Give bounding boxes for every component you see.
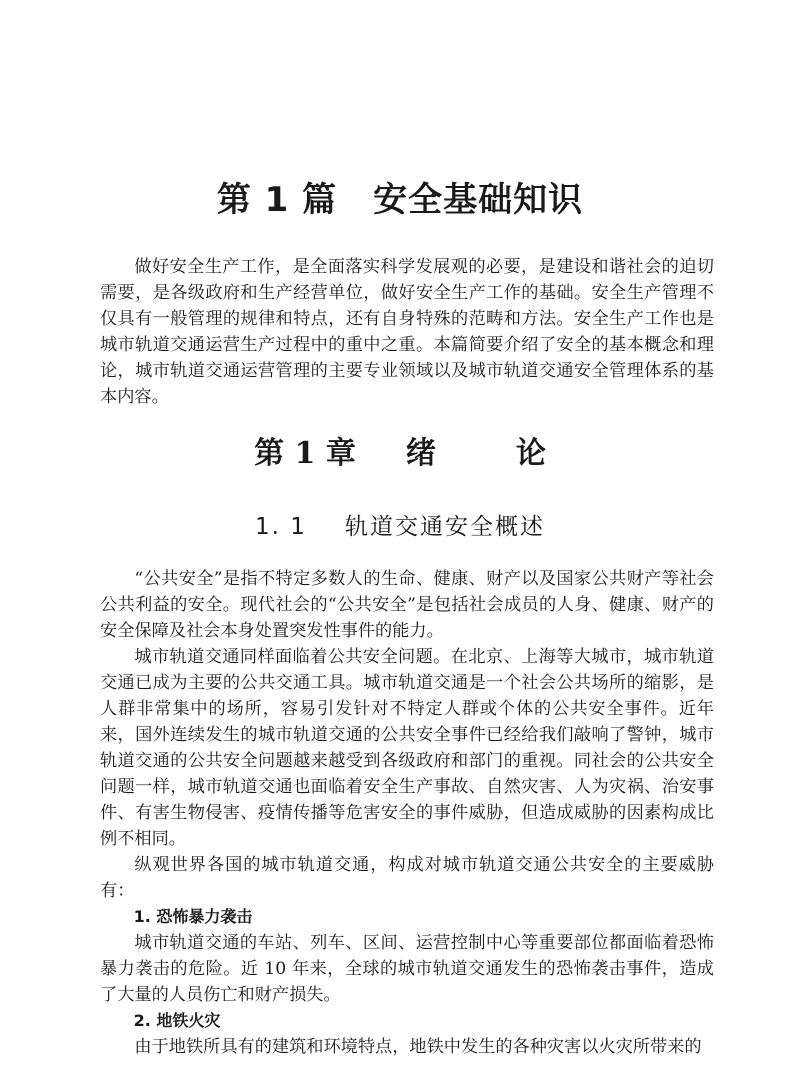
body-paragraph: 城市轨道交通同样面临着公共安全问题。在北京、上海等大城市，城市轨道交通已成为主要的公共交通工具。城市轨道交通是一个社会公共场所的缩影，是人群非常集中的场所，容易引发针对不特定人群或个体的公共安全事件。近年来，国外连续发生的城市轨道交通的公共安全事件已经给我们敲响了警钟，城市轨道交通的公共安全问题越来越受到各级政府和部门的重视。同社会的公共安全问题一样，城市轨道交通也面临着安全生产事故、自然灾害、人为灾祸、治安事件、有害生物侵害、疫情传播等危害安全的事件威胁，但造成威胁的因素构成比例不相同。 xyxy=(100,647,714,849)
body-paragraph: “公共安全”是指不特定多数人的生命、健康、财产以及国家公共财产等社会公共利益的安全。现代社会的“公共安全”是包括社会成员的人身、健康、财产的安全保障及社会本身处置突发性事件的能力。 xyxy=(100,569,714,641)
part-name: 安全基础知识 xyxy=(373,180,584,220)
body-paragraph: 由于地铁所具有的建筑和环境特点，地铁中发生的各种灾害以火灾所带来的 xyxy=(134,1037,702,1057)
intro-paragraph: 做好安全生产工作，是全面落实科学发展观的必要，是建设和谐社会的迫切需要，是各级政府和生产经营单位，做好安全生产工作的基础。安全生产管理不仅具有一般管理的规律和特点，还有自身特殊的范畴和方法。安全生产工作也是城市轨道交通运营生产过程中的重中之重。本篇简要介绍了安全的基本概念和理论，城市轨道交通运营管理的主要专业领域以及城市轨道交通安全管理体系的基本内容。 xyxy=(100,257,714,407)
section-number: 1. 1 xyxy=(255,514,307,540)
chapter-title xyxy=(0,428,800,472)
section-name: 轨道交通安全概述 xyxy=(344,514,545,540)
chapter-title-char-2: 论 xyxy=(515,436,546,471)
subheading-terror-attack: 1. 恐怖暴力袭击 xyxy=(133,907,253,926)
section-title xyxy=(0,508,800,541)
chapter-title-char-1: 绪 xyxy=(405,436,436,471)
section-body xyxy=(100,566,714,1060)
part-number: 第 1 篇 xyxy=(216,180,338,220)
subheading-metro-fire: 2. 地铁火灾 xyxy=(133,1011,221,1030)
body-paragraph: 城市轨道交通的车站、列车、区间、运营控制中心等重要部位都面临着恐怖暴力袭击的危险。近 10 年来，全球的城市轨道交通发生的恐怖袭击事件，造成了大量的人员伤亡和财产损失。 xyxy=(100,933,714,1005)
part-title xyxy=(0,172,800,221)
part-intro xyxy=(100,254,714,410)
body-paragraph: 纵观世界各国的城市轨道交通，构成对城市轨道交通公共安全的主要威胁有： xyxy=(100,855,714,901)
chapter-number: 第 1 章 xyxy=(254,436,356,471)
